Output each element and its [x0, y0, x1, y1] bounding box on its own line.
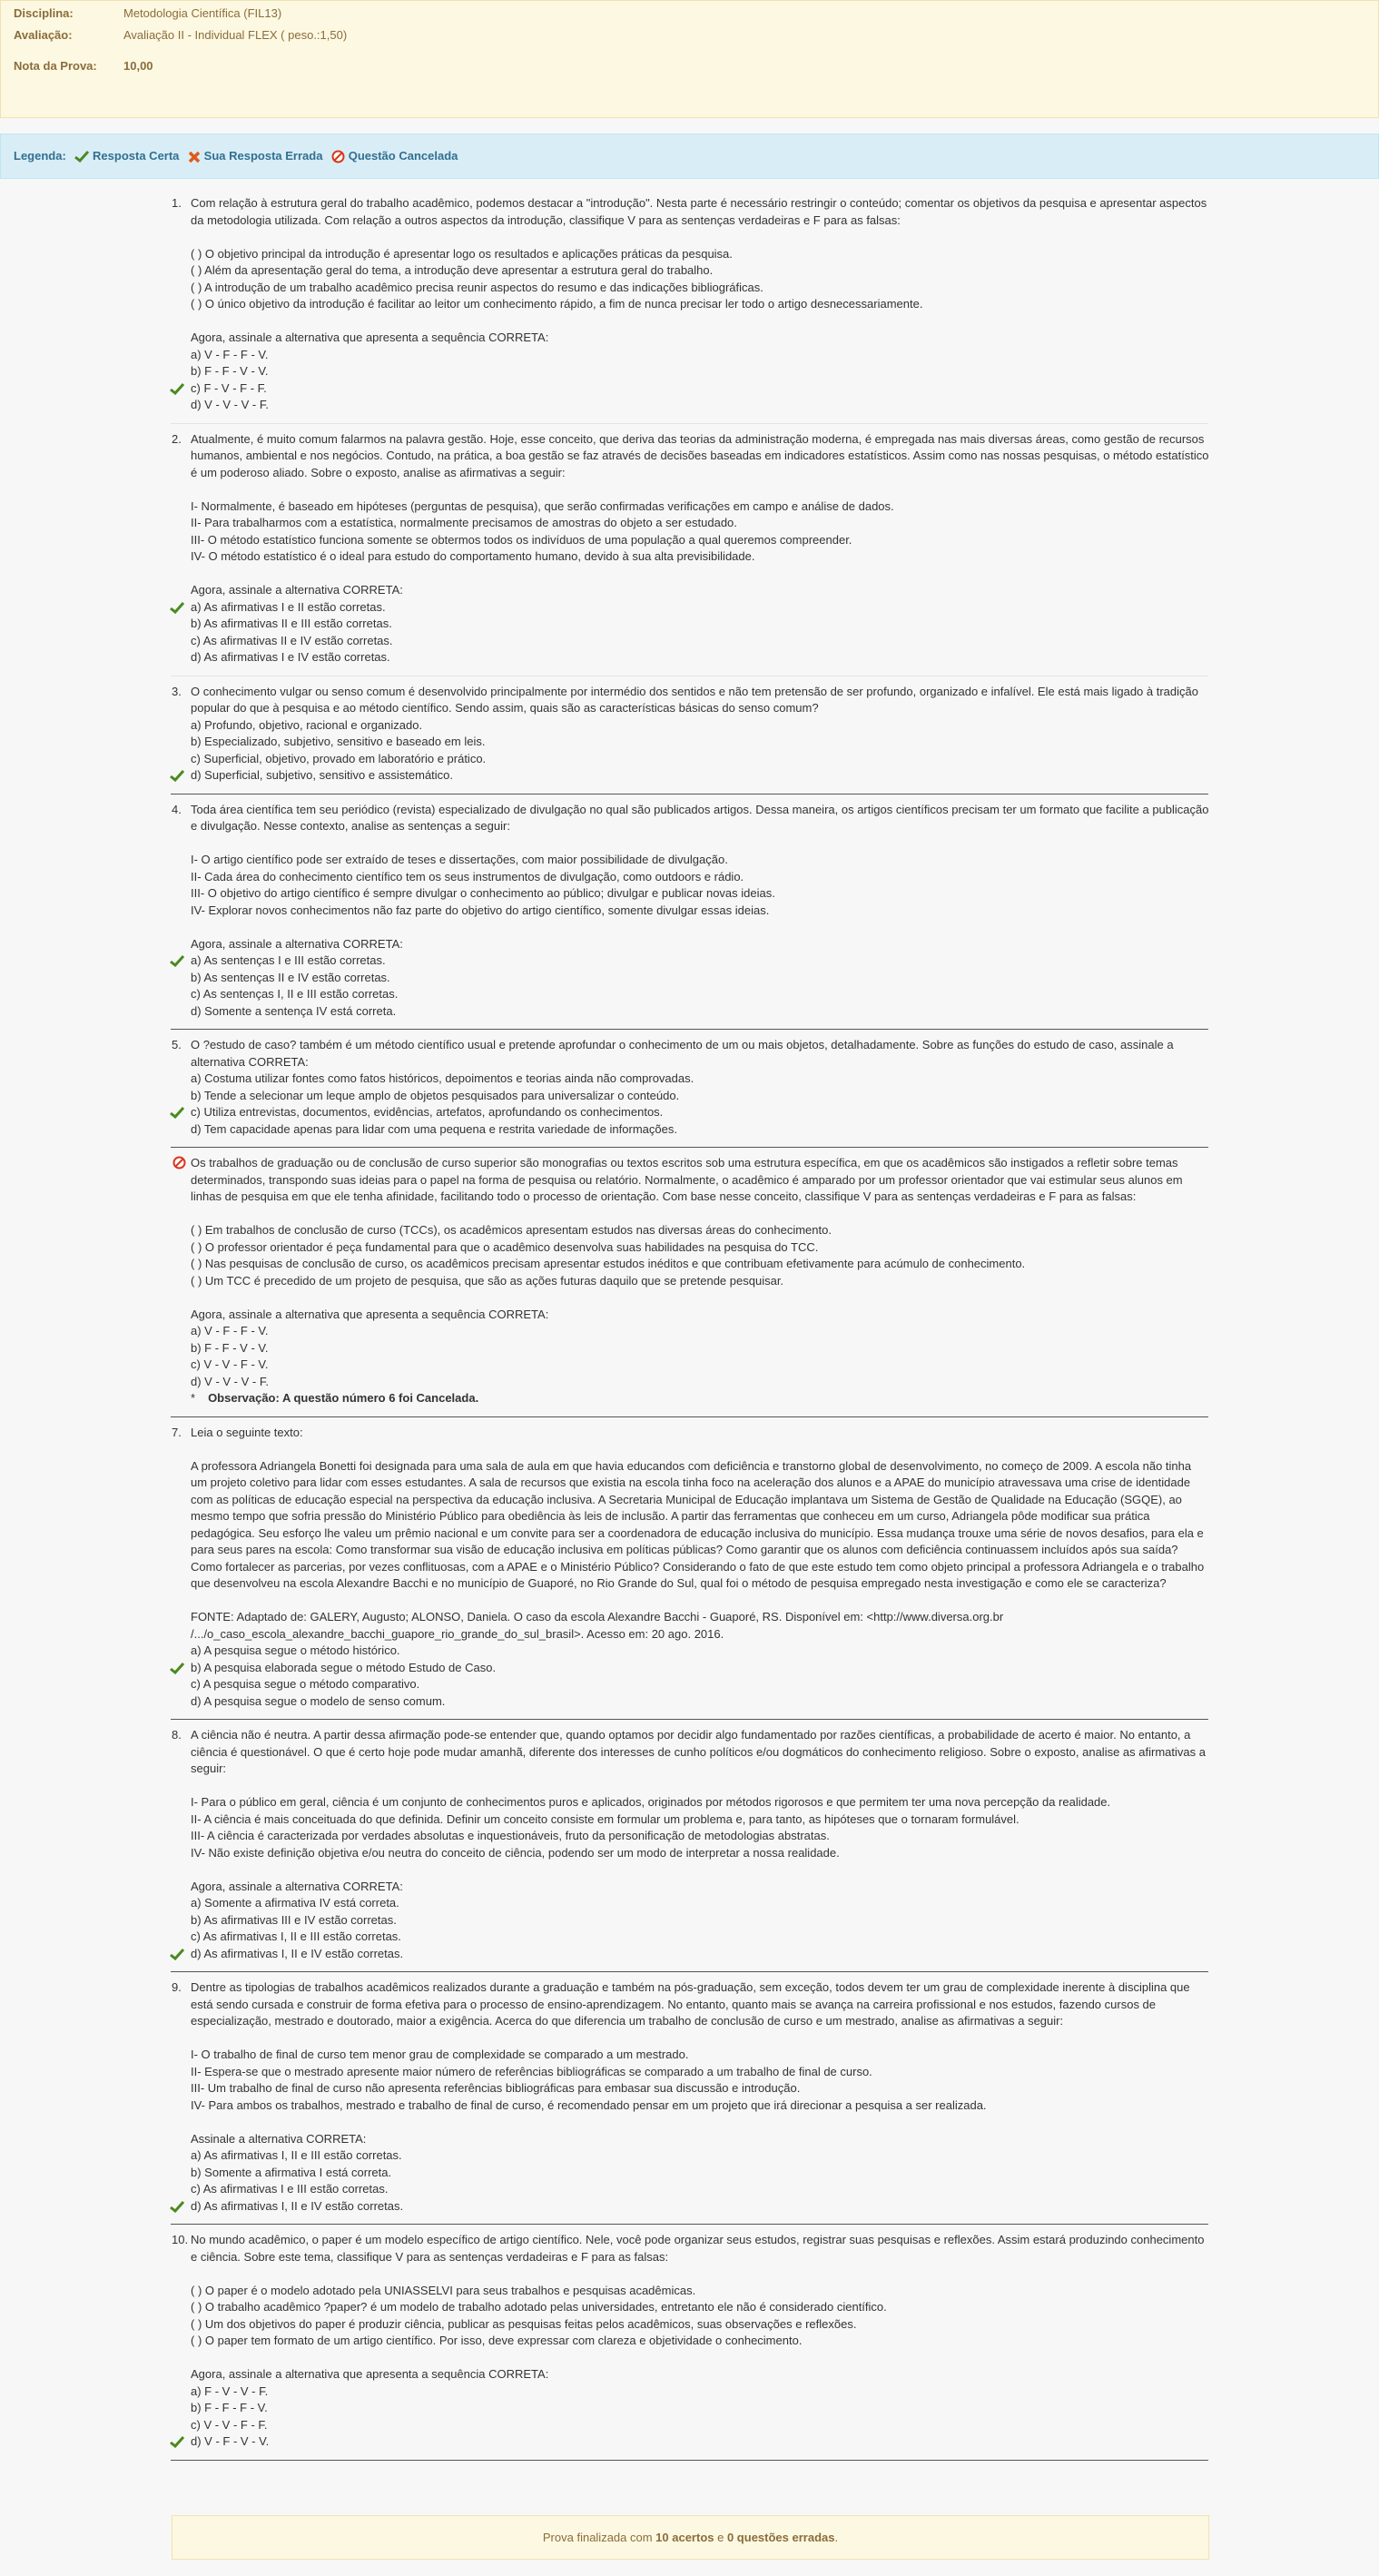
question-text: III- O objetivo do artigo científico é sempre divulgar o conhecimento ao público; divulgar e publicar novas ideias. — [191, 886, 775, 900]
question-text: No mundo acadêmico, o paper é um modelo específico de artigo científico. Nele, você pode organizar seus estudos, registrar suas pesquisas e reflexões. Assim estará produzindo conhecimento e ciência. Sobre este tema, classifique V para as sentenças verdadeiras e F para as falsas: — [191, 2233, 1205, 2264]
observation-text: Observação: A questão número 6 foi Cancelada. — [208, 1391, 479, 1405]
answer-option — [191, 1357, 1209, 1374]
paragraph-gap — [191, 481, 1209, 498]
question-number: 4. — [172, 802, 182, 816]
question-block — [172, 1037, 1209, 1138]
question-block — [172, 1727, 1209, 1962]
answer-option — [191, 1003, 1209, 1021]
discipline-label: Disciplina: — [14, 6, 74, 20]
evaluation-value: Avaliação II - Individual FLEX ( peso.:1,50) — [123, 28, 348, 42]
question-text: ( ) O paper tem formato de um artigo científico. Por isso, deve expressar com clareza e objetividade o conhecimento. — [191, 2334, 803, 2347]
legend-correct — [74, 149, 179, 163]
question-text: ( ) A introdução de um trabalho acadêmico precisa reunir aspectos do resumo e das indicações bibliográficas. — [191, 280, 763, 294]
answer-option — [191, 1912, 1209, 1930]
question-text: A ciência não é neutra. A partir dessa afirmação pode-se entender que, quando optamos por decidir algo fundamentado por razões científicas, a probabilidade de acerto é maior. No entanto, a ciência é questionável. O que é certo hoje pode mudar amanhã, diferente dos interesses de cunho políticos e/ou dogmáticos do conhecimento religioso. Sobre o exposto, analise as afirmativas a seguir: — [191, 1728, 1206, 1775]
paragraph-gap — [191, 229, 1209, 246]
question-text: II- Espera-se que o mestrado apresente maior número de referências bibliográficas se comparado a um trabalho de final de curso. — [191, 2064, 872, 2078]
question-text: O ?estudo de caso? também é um método científico usual e pretende aprofundar o conhecimento de um ou mais objetos, detalhadamente. Sobre as funções do estudo de caso, assinale a alternativa CORRETA: — [191, 1038, 1174, 1069]
check-icon — [170, 602, 184, 619]
paragraph-gap — [191, 1861, 1209, 1879]
question-text: Toda área científica tem seu periódico (revista) especializado de divulgação no qual são publicados artigos. Dessa maneira, os artigos científicos precisam ter um formato que facilite a publicação e divulgação. Nesse contexto, analise as sentenças a seguir: — [191, 802, 1209, 833]
question-text: ( ) O objetivo principal da introdução é apresentar logo os resultados e aplicações práticas da pesquisa. — [191, 246, 733, 261]
question-block — [172, 684, 1209, 785]
question-text: II- Para trabalharmos com a estatística, normalmente precisamos de amostras do objeto a ser estudado. — [191, 516, 737, 529]
question-separator — [171, 2460, 1208, 2461]
legend-cancelled-label: Questão Cancelada — [348, 149, 458, 163]
question-text: I- Normalmente, é baseado em hipóteses (perguntas de pesquisa), que serão confirmadas verificações em campo e análise de dados. — [191, 498, 894, 513]
cancelled-icon — [172, 1156, 186, 1175]
answer-option-text: c) Superficial, objetivo, provado em laboratório e prático. — [191, 751, 487, 765]
summary-prefix: Prova finalizada com — [542, 2531, 656, 2544]
question-text: Assinale a alternativa CORRETA: — [191, 2131, 367, 2146]
answer-option — [191, 1323, 1209, 1340]
answer-option — [191, 1088, 1209, 1105]
answer-option-text: a) V - F - F - V. — [191, 347, 269, 361]
question-separator — [171, 1719, 1208, 1720]
question-separator — [171, 423, 1208, 424]
answer-option — [191, 1340, 1209, 1357]
answer-option-text: c) As afirmativas I e III estão corretas. — [191, 2182, 389, 2196]
question-separator — [171, 794, 1208, 795]
question-text: III- Um trabalho de final de curso não apresenta referências bibliográficas para embasar sua discussão e introdução. — [191, 2081, 801, 2095]
answer-option — [191, 1104, 1209, 1121]
summary-correct-count: 10 acertos — [655, 2531, 714, 2544]
legend-correct-label: Resposta Certa — [93, 149, 180, 163]
paragraph-gap — [191, 1778, 1209, 1795]
answer-option — [191, 380, 1209, 398]
question-separator — [171, 1029, 1208, 1030]
answer-option — [191, 734, 1209, 751]
question-separator — [171, 1971, 1208, 1972]
question-text: Agora, assinale a alternativa que apresenta a sequência CORRETA: — [191, 1307, 549, 1321]
answer-option — [191, 1071, 1209, 1088]
question-text: IV- Para ambos os trabalhos, mestrado e trabalho de final de curso, é recomendado pensar em um projeto que irá direcionar a pesquisa a ser realizada. — [191, 2097, 987, 2112]
answer-option — [191, 2147, 1209, 2165]
answer-option-text: b) F - F - V - V. — [191, 1340, 269, 1355]
question-text: ( ) O único objetivo da introdução é facilitar ao leitor um conhecimento rápido, a fim de nunca precisar ler todo o artigo desnecessariamente. — [191, 297, 923, 311]
question-text: II- A ciência é mais conceituada do que definida. Definir um conceito consiste em formular um problema e, para tanto, as hipóteses que o tornaram formulável. — [191, 1811, 1019, 1826]
answer-option-text: a) V - F - F - V. — [191, 1324, 269, 1337]
paragraph-gap — [191, 1441, 1209, 1458]
question-text: Atualmente, é muito comum falarmos na palavra gestão. Hoje, esse conceito, que deriva das teorias da administração moderna, é empregada nas mais diversas áreas, como gestão de recursos humanos, ambiental e nos negócios. Contudo, na prática, a boa gestão se faz através de decisões baseadas em indicadores estatísticos. Assim como nas nossas pesquisas, o método estatístico é um poderoso aliado. Sobre o exposto, analise as afirmativas a seguir: — [191, 431, 1209, 479]
question-text: IV- Explorar novos conhecimentos não faz parte do objetivo do artigo científico, somente divulgar essas ideias. — [191, 903, 770, 917]
question-text: ( ) O trabalho acadêmico ?paper? é um modelo de trabalho adotado pelas universidades, entretanto ele não é considerado científico. — [191, 2300, 887, 2314]
answer-option — [191, 2165, 1209, 2182]
check-icon — [74, 151, 89, 163]
questions-list — [172, 195, 1209, 2468]
legend-wrong — [188, 149, 322, 163]
answer-option-text: b) Especializado, subjetivo, sensitivo e baseado em leis. — [191, 735, 486, 748]
question-number: 2. — [172, 431, 182, 446]
question-separator — [171, 1147, 1208, 1148]
summary-suffix: . — [834, 2531, 839, 2544]
answer-option — [191, 1121, 1209, 1139]
answer-option-text: b) As sentenças II e IV estão corretas. — [191, 970, 390, 984]
check-icon — [170, 955, 184, 972]
answer-option — [191, 970, 1209, 987]
answer-option-text: a) As afirmativas I e II estão corretas. — [191, 599, 386, 614]
wrong-x-icon — [188, 151, 201, 163]
answer-option-text: b) Tende a selecionar um leque amplo de objetos pesquisados para universalizar o conteúdo. — [191, 1088, 680, 1102]
paragraph-gap — [191, 1593, 1209, 1610]
legend-cancelled — [331, 149, 458, 163]
question-number: 5. — [172, 1038, 182, 1051]
answer-option — [191, 347, 1209, 364]
evaluation-label: Avaliação: — [14, 28, 73, 42]
question-number: 7. — [172, 1425, 182, 1439]
answer-option-text: d) As afirmativas I, II e IV estão corretas. — [191, 2198, 404, 2213]
paragraph-gap — [191, 919, 1209, 936]
answer-option — [191, 633, 1209, 650]
question-separator — [171, 2224, 1208, 2225]
check-icon — [170, 770, 184, 787]
answer-option-text: c) V - V - F - V. — [191, 1357, 269, 1371]
check-icon — [170, 383, 184, 400]
cancelled-icon — [331, 150, 345, 163]
answer-option-text: a) F - V - V - F. — [191, 2384, 269, 2398]
question-text: Os trabalhos de graduação ou de conclusão de curso superior são monografias ou textos escritos sob uma estrutura específica, em que os acadêmicos são instigados a refletir sobre temas determinados, transpondo suas ideias para o papel na forma de pesquisa ou relatório. Normalmente, o acadêmico é amparado por um professor orientador que vai estimular seus alunos em linhas de pesquisa em que ele tenha afinidade, facilitando todo o processo de orientação. Com base nesse conceito, classifique V para as sentenças verdadeiras e F para as falsas: — [191, 1156, 1183, 1203]
answer-option-text: c) Utiliza entrevistas, documentos, evidências, artefatos, aprofundando os conhecimentos. — [191, 1105, 664, 1119]
answer-option-text: b) As afirmativas II e III estão corretas. — [191, 617, 392, 630]
question-block — [172, 2232, 1209, 2451]
answer-option — [191, 2400, 1209, 2417]
paragraph-gap — [191, 1289, 1209, 1307]
paragraph-gap — [191, 2114, 1209, 2131]
answer-option-text: c) As afirmativas I, II e III estão corretas. — [191, 1930, 401, 1943]
paragraph-gap — [191, 2350, 1209, 2367]
question-text: IV- O método estatístico é o ideal para estudo do comportamento humano, devido à sua alta previsibilidade. — [191, 549, 755, 563]
summary-box — [172, 2515, 1209, 2560]
question-text: Com relação à estrutura geral do trabalho acadêmico, podemos destacar a "introdução". Nesta parte é necessário restringir o conteúdo; comentar os objetivos da pesquisa e apresentar aspectos da metodologia utilizada. Com relação a outros aspectos da introdução, classifique V para as sentenças verdadeiras e F para as falsas: — [191, 196, 1207, 227]
answer-option — [191, 751, 1209, 768]
answer-option — [191, 952, 1209, 970]
question-text: Agora, assinale a alternativa que apresenta a sequência CORRETA: — [191, 2367, 549, 2381]
legend-title: Legenda: — [14, 149, 66, 163]
answer-option-text: b) A pesquisa elaborada segue o método Estudo de Caso. — [191, 1660, 497, 1674]
answer-option-text: d) As afirmativas I, II e IV estão corretas. — [191, 1946, 404, 1960]
legend-bar — [0, 133, 1379, 179]
question-text: O conhecimento vulgar ou senso comum é desenvolvido principalmente por intermédio dos sentidos e não tem pretensão de ser profundo, organizado e infalível. Ele está mais ligado à tradição popular do que à pesquisa e ao método científico. Sendo assim, quais são as características básicas do senso comum? — [191, 684, 1198, 715]
question-text: Dentre as tipologias de trabalhos acadêmicos realizados durante a graduação e também na pós-graduação, sem exceção, todos devem ter um grau de complexidade inerente à disciplina que está sendo cursada e construir de forma efetiva para o processo de ensino-aprendizagem. No entanto, quanto mais se avança na carreira profissional e nos estudos, fazendo cursos de especialização, mestrado e doutorado, maior a exigência. Acerca do que diferencia um trabalho de conclusão de curso e um mestrado, analise as afirmativas a seguir: — [191, 1980, 1190, 2028]
answer-option — [191, 1895, 1209, 1912]
grade-value: 10,00 — [123, 59, 153, 73]
answer-option — [191, 717, 1209, 735]
answer-option-text: c) A pesquisa segue o método comparativo. — [191, 1677, 420, 1691]
question-text: Agora, assinale a alternativa que apresenta a sequência CORRETA: — [191, 331, 549, 344]
question-text: Agora, assinale a alternativa CORRETA: — [191, 1879, 403, 1893]
question-text: ( ) Em trabalhos de conclusão de curso (TCCs), os acadêmicos apresentam estudos nas diversas áreas do conhecimento. — [191, 1223, 832, 1237]
answer-option-text: b) Somente a afirmativa I está correta. — [191, 2165, 392, 2179]
question-text: ( ) O professor orientador é peça fundamental para que o acadêmico desenvolva suas habilidades na pesquisa do TCC. — [191, 1239, 819, 1254]
observation-bullet: * — [191, 1391, 196, 1405]
question-block — [172, 802, 1209, 1021]
answer-option-text: c) V - V - F - F. — [191, 2417, 268, 2432]
question-number: 8. — [172, 1728, 182, 1742]
answer-option — [191, 616, 1209, 633]
answer-option — [191, 2384, 1209, 2401]
question-block — [172, 1155, 1209, 1407]
answer-option-text: d) V - V - V - F. — [191, 398, 269, 411]
question-text: Leia o seguinte texto: — [191, 1425, 303, 1439]
paragraph-gap — [191, 1206, 1209, 1223]
question-text: A professora Adriangela Bonetti foi designada para uma sala de aula em que havia educandos com deficiência e transtorno global de desenvolvimento, no começo de 2009. A escola não tinha um projeto coletivo para lidar com esses estudantes. A sala de recursos que existia na escola tinha foco na aceleração dos alunos e a APAE do município atravessava uma crise de identidade com as políticas de educação especial na perspectiva da educação inclusiva. A Secretaria Municipal de Educação implantava um Sistema de Gestão de Qualidade na Educação (SGQE), ao mesmo tempo que sofria pressão do Ministério Público para obediência às leis de inclusão. A partir das ferramentas que conheceu em um curso, Adriangela pôde modificar sua prática pedagógica. Seu esforço lhe valeu um prêmio nacional e um convite para ser a coordenadora de educação inclusiva do município. Essa mudança trouxe uma série de novos desafios, para ela e para seus pares na escola: Como transformar sua visão de educação inclusiva em políticas públicas? Como garantir que os alunos com deficiência continuassem incluídos após sua saída? Como fortalecer as parcerias, por vezes conflituosas, com a APAE e o Ministério Público? Considerando o fato de que este estudo tem como objeto principal a professora Adriangela e o trabalho que desenvolveu na escola Alexandre Bacchi e no município de Guaporé, no Rio Grande do Sul, qual foi o método de pesquisa empregado nesta investigação e como ele se caracteriza? — [191, 1458, 1205, 1590]
answer-option — [191, 1693, 1209, 1711]
question-text: IV- Não existe definição objetiva e/ou neutra do conceito de ciência, podendo ser um modo de interpretar a nossa realidade. — [191, 1845, 840, 1860]
question-text: III- O método estatístico funciona somente se obtermos todos os indivíduos de uma população a qual queremos compreender. — [191, 532, 852, 547]
question-text: III- A ciência é caracterizada por verdades absolutas e inquestionáveis, fruto da personificação de metodologias abstratas. — [191, 1829, 830, 1842]
answer-option-text: a) A pesquisa segue o método histórico. — [191, 1643, 400, 1657]
question-number: 10. — [172, 2233, 189, 2246]
answer-option — [191, 2198, 1209, 2216]
answer-option — [191, 599, 1209, 617]
question-number: 9. — [172, 1980, 182, 1994]
question-text: FONTE: Adaptado de: GALERY, Augusto; ALONSO, Daniela. O caso da escola Alexandre Bacchi - Guaporé, RS. Disponível em: <http://www.diversa.org.br /.../o_caso_escola_alexandre_bacchi_guapore_rio_grande_do_sul_brasil>. Acesso em: 20 ago. 2016. — [191, 1610, 1004, 1641]
answer-option-text: a) Costuma utilizar fontes como fatos históricos, depoimentos e teorias ainda não comprovadas. — [191, 1071, 694, 1085]
answer-option-text: b) F - F - V - V. — [191, 364, 269, 378]
answer-option — [191, 1643, 1209, 1660]
question-text: I- O artigo científico pode ser extraído de teses e dissertações, com maior possibilidade de divulgação. — [191, 853, 728, 866]
paragraph-gap — [191, 313, 1209, 331]
answer-option-text: b) F - F - F - V. — [191, 2401, 268, 2414]
check-icon — [170, 1663, 184, 1680]
answer-option — [191, 767, 1209, 785]
answer-option — [191, 363, 1209, 380]
question-text: II- Cada área do conhecimento científico tem os seus instrumentos de divulgação, como outdoors e rádio. — [191, 869, 744, 883]
check-icon — [170, 1107, 184, 1124]
answer-option-text: c) As sentenças I, II e III estão corretas. — [191, 987, 399, 1001]
answer-option-text: b) As afirmativas III e IV estão corretas. — [191, 1912, 397, 1927]
answer-option-text: d) Somente a sentença IV está correta. — [191, 1003, 397, 1018]
answer-option — [191, 2433, 1209, 2451]
check-icon — [170, 2436, 184, 2453]
exam-info-panel — [0, 0, 1379, 118]
check-icon — [170, 1949, 184, 1966]
question-block — [172, 1979, 1209, 2215]
answer-option-text: d) Tem capacidade apenas para lidar com uma pequena e restrita variedade de informações. — [191, 1121, 677, 1136]
paragraph-gap — [191, 2030, 1209, 2048]
question-text: ( ) Um dos objetivos do paper é produzir ciência, publicar as pesquisas feitas pelos acadêmicos, suas observações e reflexões. — [191, 2316, 857, 2331]
paragraph-gap — [191, 2265, 1209, 2283]
answer-option — [191, 1946, 1209, 1963]
question-number: 3. — [172, 684, 182, 698]
answer-option-text: d) V - V - V - F. — [191, 1374, 269, 1388]
question-separator — [171, 1416, 1208, 1417]
answer-option — [191, 986, 1209, 1003]
answer-option — [191, 649, 1209, 666]
answer-option-text: c) As afirmativas II e IV estão corretas. — [191, 633, 393, 647]
answer-option — [191, 1676, 1209, 1693]
answer-option-text: d) As afirmativas I e IV estão corretas. — [191, 650, 390, 664]
paragraph-gap — [191, 835, 1209, 853]
answer-option-text: a) As afirmativas I, II e III estão corretas. — [191, 2148, 402, 2162]
answer-option — [191, 2181, 1209, 2198]
summary-middle: e — [714, 2531, 727, 2544]
answer-option-text: a) As sentenças I e III estão corretas. — [191, 953, 386, 967]
check-icon — [170, 2201, 184, 2218]
grade-label: Nota da Prova: — [14, 59, 97, 73]
answer-option — [191, 2417, 1209, 2434]
answer-option — [191, 1660, 1209, 1677]
question-text: ( ) Nas pesquisas de conclusão de curso, os acadêmicos precisam apresentar estudos inéditos e que contribuam efetivamente para acúmulo de conhecimento. — [191, 1257, 1026, 1270]
question-text: I- O trabalho de final de curso tem menor grau de complexidade se comparado a um mestrado. — [191, 2048, 689, 2061]
question-text: Agora, assinale a alternativa CORRETA: — [191, 583, 403, 597]
question-block — [172, 1425, 1209, 1711]
question-text: ( ) Além da apresentação geral do tema, a introdução deve apresentar a estrutura geral do trabalho. — [191, 263, 714, 277]
answer-option-text: a) Profundo, objetivo, racional e organizado. — [191, 717, 423, 732]
question-text: Agora, assinale a alternativa CORRETA: — [191, 936, 403, 951]
question-number: 1. — [172, 196, 182, 210]
question-text: ( ) Um TCC é precedido de um projeto de pesquisa, que são as ações futuras daquilo que se pretende pesquisar. — [191, 1273, 784, 1288]
summary-wrong-count: 0 questões erradas — [726, 2531, 835, 2544]
question-block — [172, 431, 1209, 666]
discipline-value: Metodologia Científica (FIL13) — [123, 6, 282, 20]
question-text: ( ) O paper é o modelo adotado pela UNIASSELVI para seus trabalhos e pesquisas acadêmicas. — [191, 2283, 696, 2297]
answer-option-text: d) V - F - V - V. — [191, 2434, 270, 2448]
cancel-observation — [191, 1390, 1209, 1407]
paragraph-gap — [191, 566, 1209, 583]
question-block — [172, 195, 1209, 414]
answer-option-text: c) F - V - F - F. — [191, 380, 267, 395]
answer-option — [191, 397, 1209, 414]
legend-wrong-label: Sua Resposta Errada — [203, 149, 323, 163]
answer-option — [191, 1929, 1209, 1946]
answer-option-text: d) A pesquisa segue o modelo de senso comum. — [191, 1693, 446, 1708]
answer-option — [191, 1374, 1209, 1391]
answer-option-text: d) Superficial, subjetivo, sensitivo e assistemático. — [191, 768, 454, 782]
answer-option-text: a) Somente a afirmativa IV está correta. — [191, 1896, 399, 1910]
question-text: I- Para o público em geral, ciência é um conjunto de conhecimentos puros e aplicados, originados por métodos rigorosos e que permitem ter uma nova percepção da realidade. — [191, 1795, 1111, 1809]
